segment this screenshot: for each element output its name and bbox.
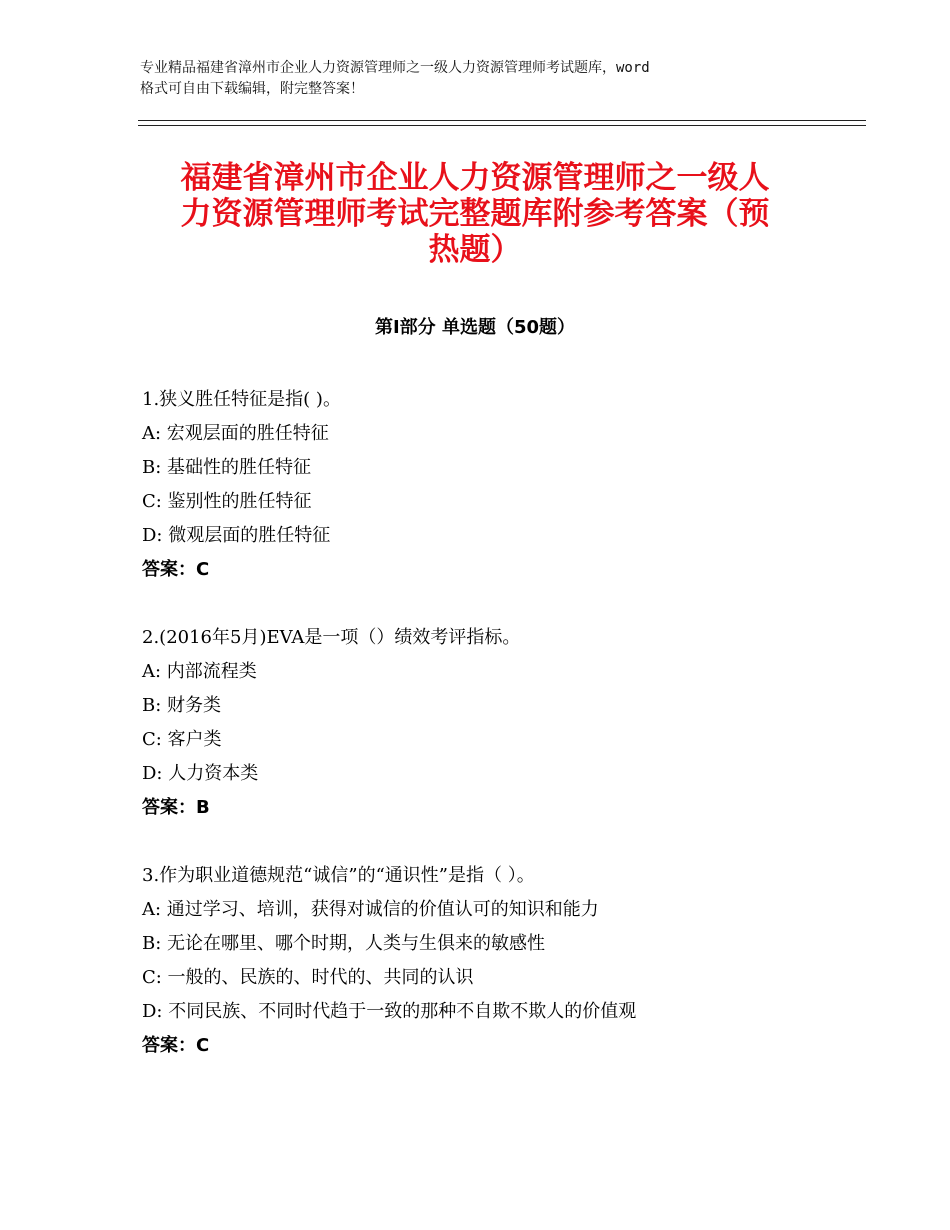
option-d: D: 人力资本类 [142,763,259,784]
question-2 [142,621,842,825]
option-c: C: 鉴别性的胜任特征 [142,491,312,512]
question-stem: 3.作为职业道德规范“诚信”的“通识性”是指（ ）。 [142,865,535,886]
header-note-line: 专业精品福建省漳州市企业人力资源管理师之一级人力资源管理师考试题库，word [140,60,650,76]
option-a: A: 内部流程类 [142,661,257,682]
header-note [140,58,820,100]
answer: 答案：C [142,559,210,580]
question-list [142,383,842,1097]
option-c: C: 一般的、民族的、时代的、共同的认识 [142,967,474,988]
question-stem: 1.狭义胜任特征是指( )。 [142,389,341,410]
option-c: C: 客户类 [142,729,222,750]
document-title-line: 力资源管理师考试完整题库附参考答案（预 [180,196,770,232]
document-title-line: 福建省漳州市企业人力资源管理师之一级人 [180,160,770,196]
question-stem: 2.(2016年5月)EVA是一项（）绩效考评指标。 [142,627,521,648]
question-3 [142,859,842,1063]
header-divider-top [138,120,866,121]
header-divider-bottom [138,125,866,126]
option-a: A: 宏观层面的胜任特征 [142,423,329,444]
option-b: B: 基础性的胜任特征 [142,457,312,478]
option-d: D: 微观层面的胜任特征 [142,525,331,546]
answer: 答案：B [142,797,210,818]
section-title: 第Ⅰ部分 单选题（50题） [374,317,575,338]
option-b: B: 财务类 [142,695,222,716]
document-title-line: 热题） [428,232,522,268]
option-a: A: 通过学习、培训，获得对诚信的价值认可的知识和能力 [142,899,599,920]
option-d: D: 不同民族、不同时代趋于一致的那种不自欺不欺人的价值观 [142,1001,637,1022]
answer: 答案：C [142,1035,210,1056]
option-b: B: 无论在哪里、哪个时期，人类与生俱来的敏感性 [142,933,546,954]
header-note-line: 格式可自由下载编辑，附完整答案！ [140,81,364,97]
question-1 [142,383,842,587]
document-title [140,160,810,268]
